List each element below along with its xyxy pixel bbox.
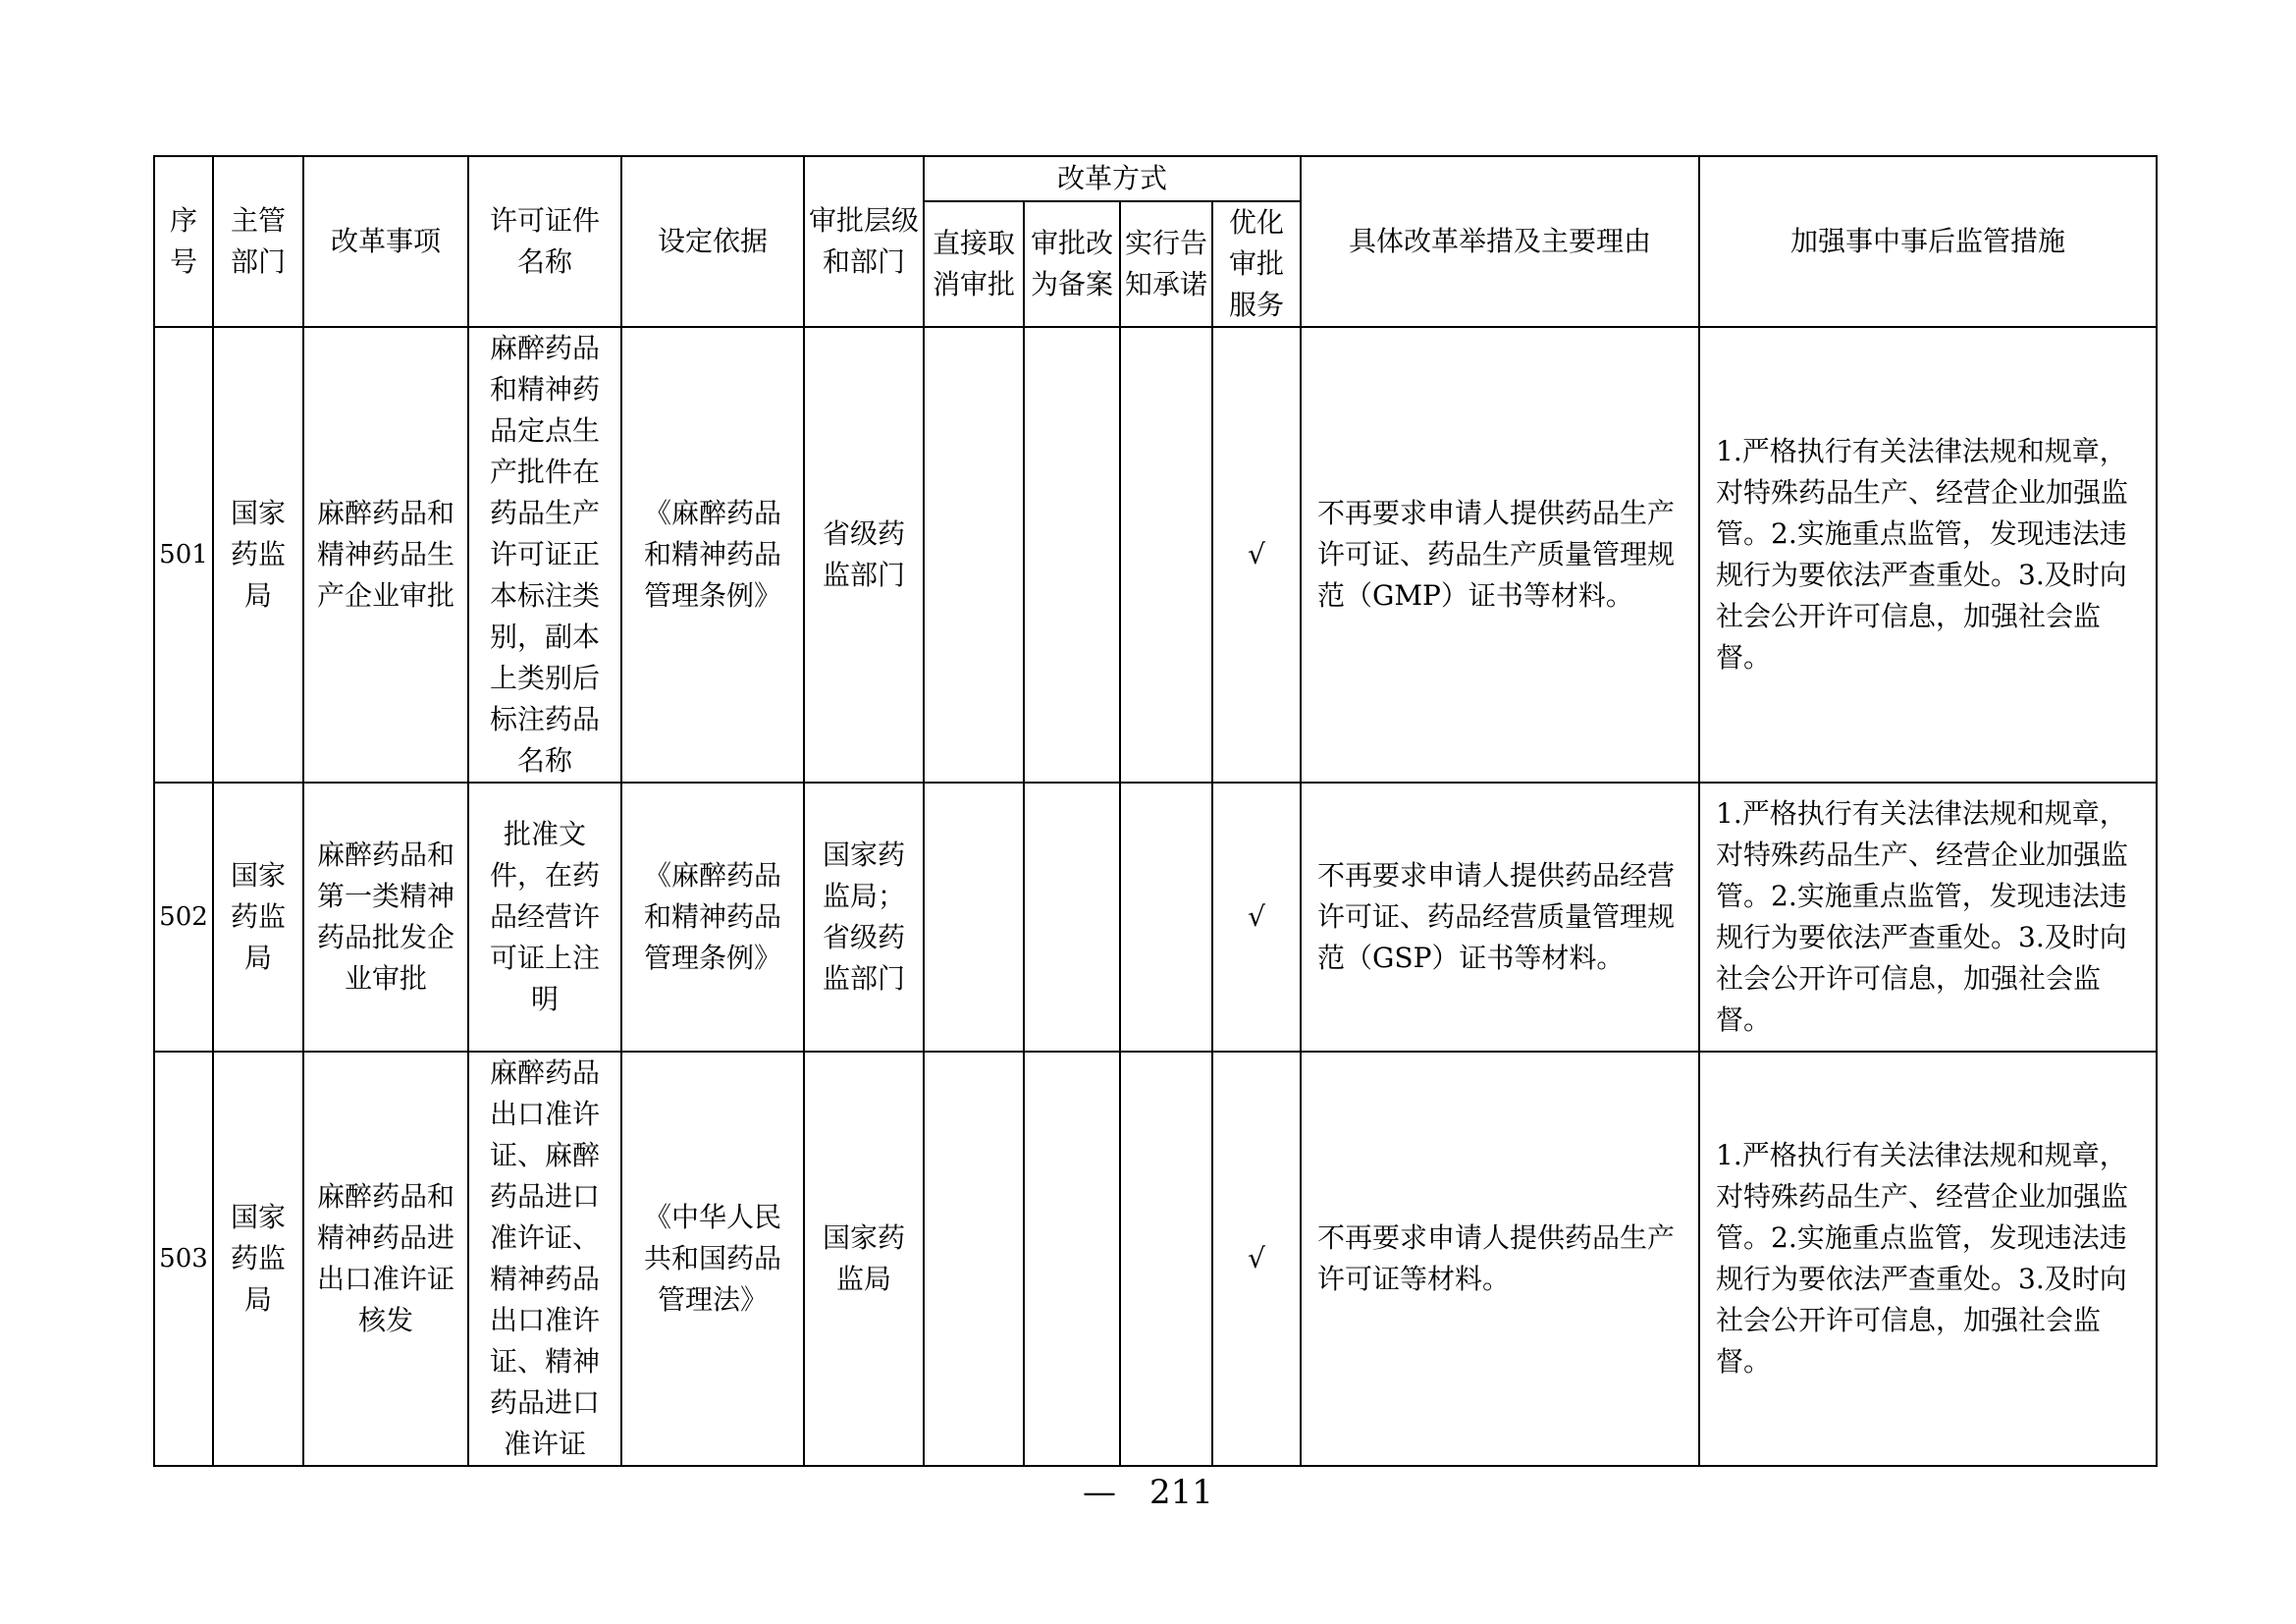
cell-notify xyxy=(1120,1052,1212,1466)
header-item: 改革事项 xyxy=(303,156,468,327)
header-reform-group: 改革方式 xyxy=(924,156,1301,201)
cell-cert: 麻醉药品和精神药品定点生产批件在药品生产许可证正本标注类别，副本上类别后标注药品名称 xyxy=(468,327,621,783)
cell-cert: 麻醉药品出口准许证、麻醉药品进口准许证、精神药品出口准许证、精神药品进口准许证 xyxy=(468,1052,621,1466)
cell-item: 麻醉药品和精神药品生产企业审批 xyxy=(303,327,468,783)
cell-seq: 503 xyxy=(154,1052,213,1466)
header-supervision: 加强事中事后监管措施 xyxy=(1699,156,2157,327)
cell-level: 国家药监局；省级药监部门 xyxy=(804,783,924,1052)
page-number: 211 xyxy=(1149,1473,1213,1512)
header-cert: 许可证件名称 xyxy=(468,156,621,327)
header-cancel: 直接取消审批 xyxy=(924,201,1024,327)
cell-cancel xyxy=(924,1052,1024,1466)
cell-measures: 不再要求申请人提供药品生产许可证等材料。 xyxy=(1301,1052,1699,1466)
cell-record xyxy=(1024,327,1120,783)
cell-dept: 国家药监局 xyxy=(213,327,303,783)
cell-item: 麻醉药品和第一类精神药品批发企业审批 xyxy=(303,783,468,1052)
header-notify: 实行告知承诺 xyxy=(1120,201,1212,327)
cell-notify xyxy=(1120,783,1212,1052)
cell-basis: 《麻醉药品和精神药品管理条例》 xyxy=(621,783,804,1052)
cell-supervision: 1.严格执行有关法律法规和规章，对特殊药品生产、经营企业加强监管。2.实施重点监管，发现违法违规行为要依法严查重处。3.及时向社会公开许可信息，加强社会监督。 xyxy=(1699,783,2157,1052)
cell-cert: 批准文件，在药品经营许可证上注明 xyxy=(468,783,621,1052)
cell-level: 省级药监部门 xyxy=(804,327,924,783)
cell-seq: 501 xyxy=(154,327,213,783)
reform-table xyxy=(153,155,2158,1467)
cell-measures: 不再要求申请人提供药品经营许可证、药品经营质量管理规范（GSP）证书等材料。 xyxy=(1301,783,1699,1052)
cell-basis: 《麻醉药品和精神药品管理条例》 xyxy=(621,327,804,783)
cell-dept: 国家药监局 xyxy=(213,1052,303,1466)
header-dept: 主管部门 xyxy=(213,156,303,327)
cell-optimize-check: √ xyxy=(1212,783,1301,1052)
cell-level: 国家药监局 xyxy=(804,1052,924,1466)
cell-measures: 不再要求申请人提供药品生产许可证、药品生产质量管理规范（GMP）证书等材料。 xyxy=(1301,327,1699,783)
header-measures: 具体改革举措及主要理由 xyxy=(1301,156,1699,327)
cell-item: 麻醉药品和精神药品进出口准许证核发 xyxy=(303,1052,468,1466)
header-record: 审批改为备案 xyxy=(1024,201,1120,327)
cell-seq: 502 xyxy=(154,783,213,1052)
cell-cancel xyxy=(924,783,1024,1052)
cell-dept: 国家药监局 xyxy=(213,783,303,1052)
header-basis: 设定依据 xyxy=(621,156,804,327)
cell-optimize-check: √ xyxy=(1212,327,1301,783)
table-row xyxy=(154,1052,2157,1466)
header-level: 审批层级和部门 xyxy=(804,156,924,327)
cell-record xyxy=(1024,1052,1120,1466)
cell-notify xyxy=(1120,327,1212,783)
table-row xyxy=(154,327,2157,783)
footer-dash: — xyxy=(1083,1473,1117,1512)
header-seq: 序号 xyxy=(154,156,213,327)
header-optimize: 优化审批服务 xyxy=(1212,201,1301,327)
page-footer xyxy=(0,1473,2296,1512)
cell-basis: 《中华人民共和国药品管理法》 xyxy=(621,1052,804,1466)
table-row xyxy=(154,783,2157,1052)
cell-record xyxy=(1024,783,1120,1052)
cell-cancel xyxy=(924,327,1024,783)
cell-optimize-check: √ xyxy=(1212,1052,1301,1466)
cell-supervision: 1.严格执行有关法律法规和规章，对特殊药品生产、经营企业加强监管。2.实施重点监管，发现违法违规行为要依法严查重处。3.及时向社会公开许可信息，加强社会监督。 xyxy=(1699,1052,2157,1466)
cell-supervision: 1.严格执行有关法律法规和规章，对特殊药品生产、经营企业加强监管。2.实施重点监管，发现违法违规行为要依法严查重处。3.及时向社会公开许可信息，加强社会监督。 xyxy=(1699,327,2157,783)
